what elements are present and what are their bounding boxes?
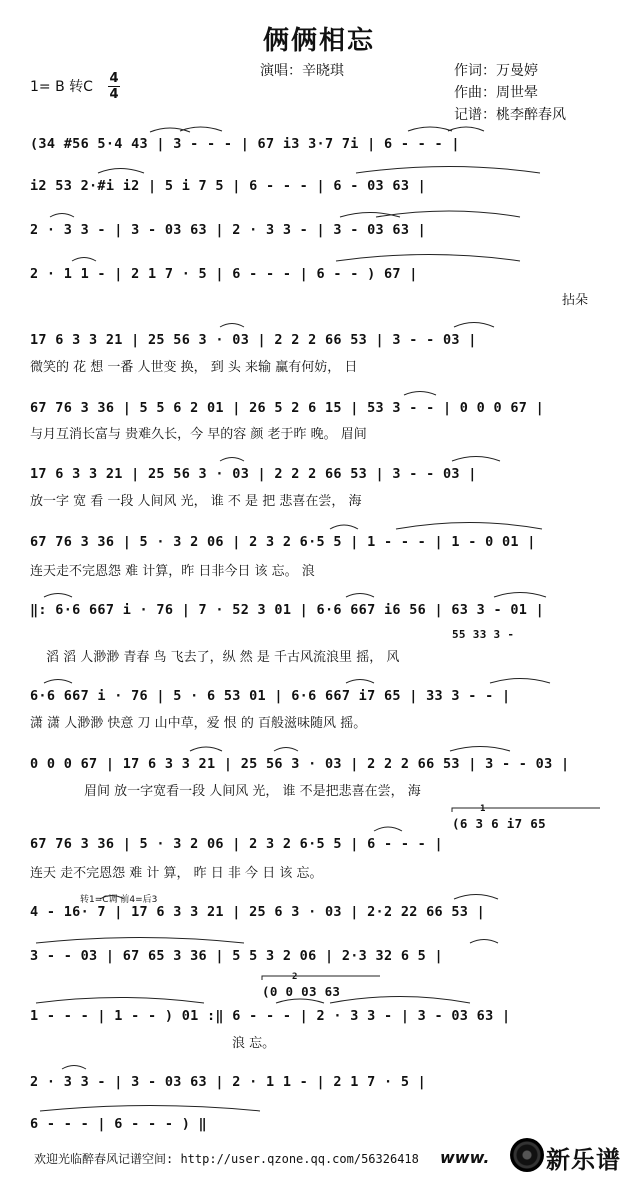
music-line-6: 67 76 3 36 | 5 5 6 2 01 | 26 5 2 6 15 | 53 3 - - | 0 0 0 67 | xyxy=(30,400,545,416)
lyric-line-7: 放一字 宽 看 一段 人间风 光， 谁 不 是 把 悲喜在尝， 海 xyxy=(30,494,362,509)
music-line-9: ‖: 6·6 667 i · 76 | 7 · 52 3 01 | 6·6 667 i6 56 | 63 3 - 01 | xyxy=(30,602,545,618)
slur-arc xyxy=(276,999,324,1003)
music-line-10: 6·6 667 i · 76 | 5 · 6 53 01 | 6·6 667 i7 65 | 33 3 - - | xyxy=(30,688,511,704)
music-line-11: 0 0 0 67 | 17 6 3 3 21 | 25 56 3 · 03 | 2 2 2 66 53 | 3 - - 03 | xyxy=(30,756,570,772)
music-line-17: 6 - - - | 6 - - - ) ‖ xyxy=(30,1116,207,1132)
lyric-line-12: 连天 走不完恩怨 难 计 算， 昨 日 非 今 日 该 忘。 xyxy=(30,866,323,881)
slur-arc xyxy=(450,747,510,752)
slur-arc xyxy=(340,213,400,218)
lyric-line-4: 拈朵 xyxy=(562,293,589,308)
slur-arc xyxy=(40,1106,260,1112)
brand-logo-text: 新乐谱 xyxy=(546,1146,621,1174)
slur-arc xyxy=(490,679,550,684)
time-signature xyxy=(108,72,120,101)
slur-arc xyxy=(408,127,452,131)
slur-arc xyxy=(274,748,298,752)
lyric-line-6: 与月互消长富与 贵难久长，今 早的容 颜 老于昨 晚。 眉间 xyxy=(30,427,367,442)
lyricist-credit: 作词：万曼婷 xyxy=(454,63,538,79)
music-line-16: 2 · 3 3 - | 3 - 03 63 | 2 · 1 1 - | 2 1 7 · 5 | xyxy=(30,1074,427,1090)
slur-arc xyxy=(44,680,72,684)
slur-arc xyxy=(454,895,498,900)
modulation-note: 转1=C调 前4=后3 xyxy=(80,895,158,905)
music-line-7: 17 6 3 3 21 | 25 56 3 · 03 | 2 2 2 66 53 | 3 - - 03 | xyxy=(30,466,477,482)
slur-arc xyxy=(180,127,222,131)
slur-arc xyxy=(396,523,542,530)
slur-arc xyxy=(36,938,244,944)
slur-arc xyxy=(452,457,500,462)
slur-arc xyxy=(470,940,498,944)
record-disc-icon xyxy=(510,1138,544,1172)
transcriber-credit: 记谱：桃李醉春风 xyxy=(454,107,566,123)
slur-arc xyxy=(346,594,374,598)
footer-welcome: 欢迎光临醉春风记谱空间: http://user.qzone.qq.com/56326418 xyxy=(34,1152,419,1166)
music-line-8: 67 76 3 36 | 5 · 3 2 06 | 2 3 2 6·5 5 | 1 - - - | 1 - 0 01 | xyxy=(30,534,536,550)
volta-2-notes: (0 0 03 63 xyxy=(262,984,341,999)
lyric-line-10: 潇 潇 人渺渺 快意 刀 山中草，爱 恨 的 百般滋味随风 摇。 xyxy=(30,716,367,731)
lyric-line-9: 滔 滔 人渺渺 青春 鸟 飞去了，纵 然 是 千古风流浪里 摇， 风 xyxy=(46,650,400,665)
slur-arc xyxy=(374,827,402,831)
volta-bracket xyxy=(452,808,600,812)
slur-arc xyxy=(36,998,204,1004)
slur-arc xyxy=(150,128,190,132)
lyric-line-11: 眉间 放一字宽看一段 人间风 光， 谁 不是把悲喜在尝， 海 xyxy=(84,784,421,799)
slur-arc xyxy=(336,255,520,262)
volta-1-notes: (6 3 6 i7 65 xyxy=(452,816,546,831)
slur-arc xyxy=(190,747,222,751)
lyric-line-15: 浪 忘。 xyxy=(232,1036,276,1051)
slur-arc xyxy=(376,211,520,217)
slur-arc xyxy=(220,324,244,328)
slur-arc xyxy=(72,258,96,262)
slur-arc xyxy=(220,458,244,462)
slur-arc xyxy=(62,1066,86,1070)
key-signature: 1= B 转C xyxy=(30,79,93,95)
time-signature-bottom: 4 xyxy=(109,87,119,102)
music-line-1: (34 #56 5·4 43 | 3 - - - | 67 i3 3·7 7i | 6 - - - | xyxy=(30,136,460,152)
alternate-notes-9: 55 33 3 - xyxy=(452,628,515,641)
slur-arc xyxy=(330,997,470,1004)
music-line-13: 4 - 16· 7 | 17 6 3 3 21 | 25 6 3 · 03 | 2·2 22 66 53 | xyxy=(30,904,486,920)
volta-2-label: 2 xyxy=(292,972,298,982)
music-line-5: 17 6 3 3 21 | 25 56 3 · 03 | 2 2 2 66 53 | 3 - - 03 | xyxy=(30,332,477,348)
music-line-14: 3 - - 03 | 67 65 3 36 | 5 5 3 2 06 | 2·3 32 6 5 | xyxy=(30,948,443,964)
music-line-2: i2 53 2·#i i2 | 5 i 7 5 | 6 - - - | 6 - 03 63 | xyxy=(30,178,427,194)
slur-arc xyxy=(494,593,546,598)
volta-1-label: 1 xyxy=(480,804,486,814)
music-line-12: 67 76 3 36 | 5 · 3 2 06 | 2 3 2 6·5 5 | 6 - - - | xyxy=(30,836,443,852)
slur-arc xyxy=(50,214,74,218)
slur-arc xyxy=(44,594,72,598)
slur-arc xyxy=(448,127,484,131)
slur-arc xyxy=(346,680,374,684)
music-line-15: 1 - - - | 1 - - ) 01 :‖ 6 - - - | 2 · 3 3 - | 3 - 03 63 | xyxy=(30,1008,511,1024)
slur-arc xyxy=(356,167,540,174)
lyric-line-8: 连天走不完恩怨 难 计算，昨 日非今日 该 忘。 浪 xyxy=(30,564,315,579)
song-title: 俩俩相忘 xyxy=(262,26,375,56)
music-line-3: 2 · 3 3 - | 3 - 03 63 | 2 · 3 3 - | 3 - 03 63 | xyxy=(30,222,427,238)
slur-arc xyxy=(404,392,436,396)
composer-credit: 作曲：周世晕 xyxy=(454,85,538,101)
singer-credit: 演唱：辛晓琪 xyxy=(260,63,344,79)
lyric-line-5: 微笑的 花 想 一番 人世变 换， 到 头 来输 赢有何妨， 日 xyxy=(30,360,358,375)
slur-arc xyxy=(98,169,144,174)
footer-www: www. xyxy=(440,1148,490,1167)
music-line-4: 2 · 1 1 - | 2 1 7 · 5 | 6 - - - | 6 - - ) 67 | xyxy=(30,266,418,282)
volta-bracket xyxy=(262,976,380,980)
slur-arc xyxy=(330,525,358,529)
slur-arc xyxy=(454,323,494,328)
time-signature-top: 4 xyxy=(109,71,119,86)
